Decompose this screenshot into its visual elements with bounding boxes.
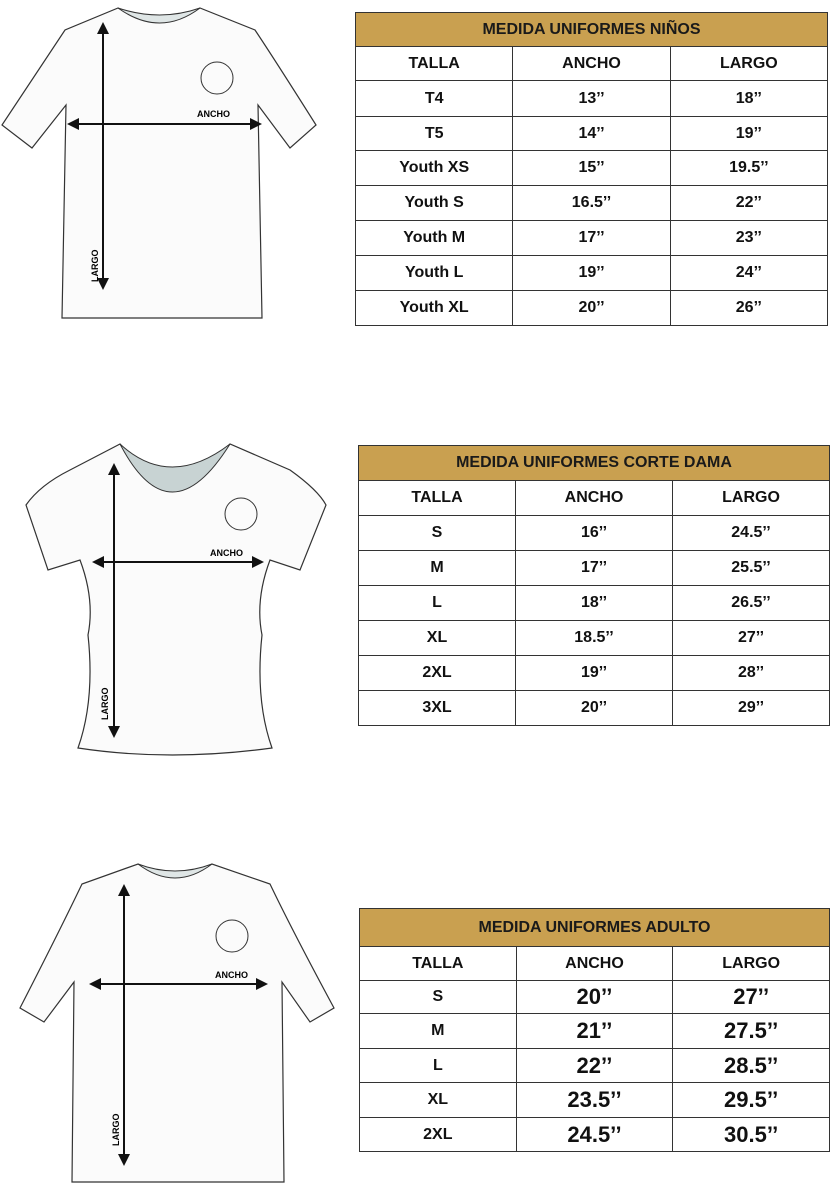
width-cell: 15’’ [513,151,670,186]
size-cell: 2XL [360,1118,517,1152]
width-cell: 16.5’’ [513,186,670,221]
length-cell: 30.5’’ [673,1118,830,1152]
size-cell: Youth L [356,256,513,291]
table-row [360,1118,830,1152]
size-cell: T4 [356,81,513,117]
table-row [359,656,830,691]
table-row [356,186,828,221]
size-cell: M [360,1014,517,1049]
size-cell: T5 [356,117,513,151]
table-row [356,117,828,151]
length-cell: 28’’ [673,656,830,691]
column-header: TALLA [360,947,517,981]
width-cell: 18.5’’ [516,621,673,656]
length-cell: 27.5’’ [673,1014,830,1049]
size-cell: M [359,551,516,586]
width-cell: 17’’ [513,221,670,256]
table-row [360,1014,830,1049]
size-cell: Youth XL [356,291,513,326]
column-header: TALLA [356,47,513,81]
kids-size-table [355,12,828,326]
size-cell: XL [359,621,516,656]
width-cell: 20’’ [516,691,673,726]
table-row [356,221,828,256]
width-cell: 18’’ [516,586,673,621]
width-cell: 14’’ [513,117,670,151]
width-cell: 17’’ [516,551,673,586]
table-row [359,516,830,551]
table-row [360,1049,830,1083]
largo-label: LARGO [111,1113,121,1146]
size-cell: S [359,516,516,551]
length-cell: 19’’ [670,117,827,151]
ancho-label: ANCHO [215,970,248,980]
length-cell: 26.5’’ [673,586,830,621]
column-header: ANCHO [513,47,670,81]
table-row [356,151,828,186]
size-cell: S [360,981,517,1014]
women-tshirt-diagram [0,430,340,760]
column-header: LARGO [673,481,830,516]
table-row [356,81,828,117]
size-cell: Youth M [356,221,513,256]
adult-size-table [359,908,830,1152]
table-row [359,621,830,656]
size-cell: 2XL [359,656,516,691]
column-header: ANCHO [516,481,673,516]
column-header: ANCHO [516,947,673,981]
width-cell: 21’’ [516,1014,673,1049]
table-title: MEDIDA UNIFORMES NIÑOS [356,13,828,47]
width-cell: 19’’ [513,256,670,291]
table-row [359,691,830,726]
table-row [360,1083,830,1118]
length-cell: 28.5’’ [673,1049,830,1083]
size-cell: Youth S [356,186,513,221]
length-cell: 29.5’’ [673,1083,830,1118]
width-cell: 20’’ [516,981,673,1014]
length-cell: 24’’ [670,256,827,291]
length-cell: 27’’ [673,621,830,656]
table-row [356,291,828,326]
table-title: MEDIDA UNIFORMES ADULTO [360,909,830,947]
size-cell: L [360,1049,517,1083]
table-title: MEDIDA UNIFORMES CORTE DAMA [359,446,830,481]
width-cell: 23.5’’ [516,1083,673,1118]
women-size-table [358,445,830,726]
table-row [359,551,830,586]
size-cell: 3XL [359,691,516,726]
width-cell: 19’’ [516,656,673,691]
size-cell: L [359,586,516,621]
width-cell: 20’’ [513,291,670,326]
table-row [359,586,830,621]
size-cell: XL [360,1083,517,1118]
length-cell: 27’’ [673,981,830,1014]
length-cell: 29’’ [673,691,830,726]
ancho-label: ANCHO [210,548,243,558]
width-cell: 13’’ [513,81,670,117]
length-cell: 26’’ [670,291,827,326]
column-header: LARGO [673,947,830,981]
largo-label: LARGO [100,687,110,720]
column-header: LARGO [670,47,827,81]
kids-tshirt-diagram [0,0,320,330]
table-row [360,981,830,1014]
length-cell: 19.5’’ [670,151,827,186]
length-cell: 23’’ [670,221,827,256]
length-cell: 25.5’’ [673,551,830,586]
largo-label: LARGO [90,249,100,282]
table-row [356,256,828,291]
width-cell: 24.5’’ [516,1118,673,1152]
adult-tshirt-diagram [0,860,340,1186]
column-header: TALLA [359,481,516,516]
ancho-label: ANCHO [197,109,230,119]
width-cell: 16’’ [516,516,673,551]
length-cell: 22’’ [670,186,827,221]
width-cell: 22’’ [516,1049,673,1083]
size-cell: Youth XS [356,151,513,186]
length-cell: 18’’ [670,81,827,117]
length-cell: 24.5’’ [673,516,830,551]
